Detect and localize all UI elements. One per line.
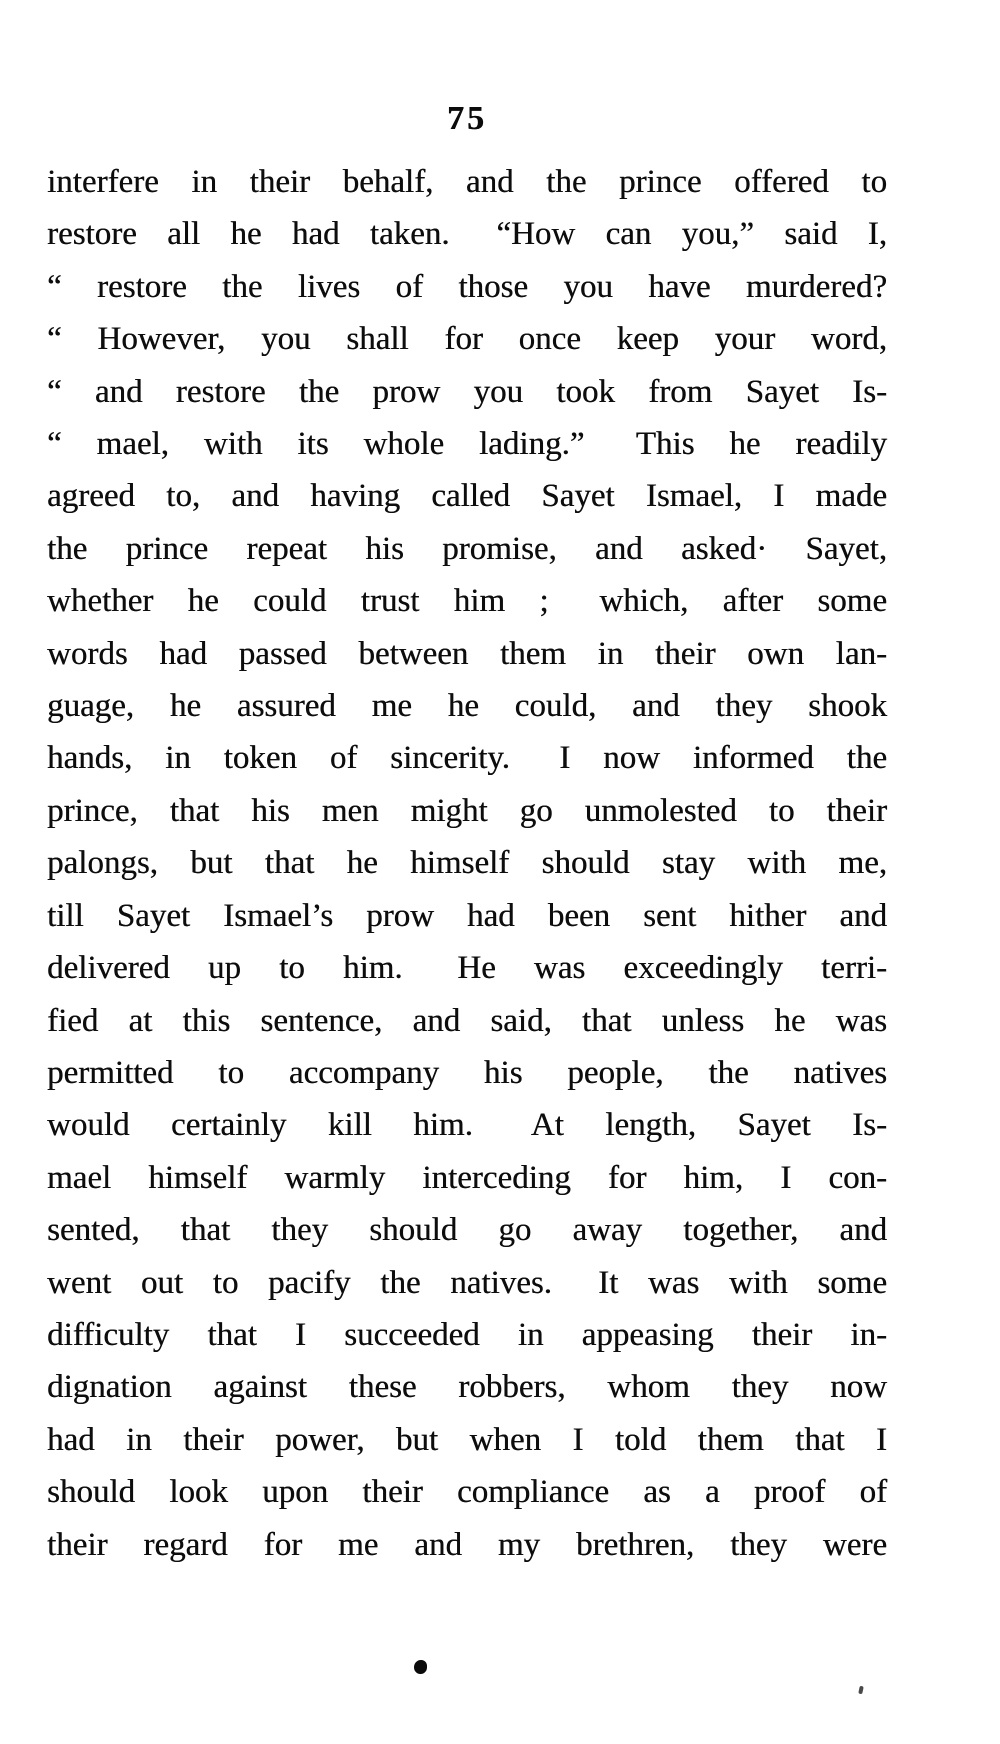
text-line: sented, that they should go away together, and: [47, 1212, 887, 1249]
text-line: till Sayet Ismael’s prow had been sent hither and: [47, 897, 887, 934]
text-line: went out to pacify the natives. It was with some: [47, 1264, 887, 1301]
text-line: interfere in their behalf, and the prince offered to: [47, 164, 887, 200]
text-line: mael himself warmly interceding for him, I con-: [47, 1159, 887, 1196]
text-line: words had passed between them in their own lan-: [47, 635, 887, 672]
text-line: “ restore the lives of those you have murdered?: [47, 268, 887, 305]
text-line: dignation against these robbers, whom they now: [47, 1369, 887, 1406]
text-line: guage, he assured me he could, and they shook: [47, 688, 887, 725]
text-line: “ mael, with its whole lading.” This he readily: [47, 426, 887, 463]
text-line: restore all he had taken. “How can you,” said I,: [47, 216, 887, 253]
text-line: palongs, but that he himself should stay with me,: [47, 845, 887, 882]
page-number: 75: [447, 100, 487, 137]
text-line: permitted to accompany his people, the natives: [47, 1054, 887, 1091]
text-line: whether he could trust him ; which, after some: [47, 583, 887, 620]
text-line: difficulty that I succeeded in appeasing their in-: [47, 1316, 887, 1353]
text-line: had in their power, but when I told them that I: [47, 1421, 887, 1458]
ink-speck-artifact: [858, 1686, 864, 1695]
text-line: should look upon their compliance as a proof of: [47, 1474, 887, 1511]
text-line: delivered up to him. He was exceedingly terri-: [47, 950, 887, 987]
text-line: the prince repeat his promise, and asked· Sayet,: [47, 530, 887, 567]
text-line: fied at this sentence, and said, that unless he was: [47, 1002, 887, 1039]
text-line: agreed to, and having called Sayet Ismael, I made: [47, 478, 887, 515]
text-line: would certainly kill him. At length, Sayet Is-: [47, 1107, 887, 1144]
text-line: their regard for me and my brethren, they were: [47, 1526, 887, 1563]
text-line: “ However, you shall for once keep your word,: [47, 321, 887, 358]
text-block: [47, 156, 887, 1571]
ink-dot-artifact: [414, 1660, 427, 1674]
text-line: “ and restore the prow you took from Sayet Is-: [47, 373, 887, 410]
text-line: prince, that his men might go unmolested to their: [47, 792, 887, 829]
text-line: hands, in token of sincerity. I now informed the: [47, 740, 887, 777]
